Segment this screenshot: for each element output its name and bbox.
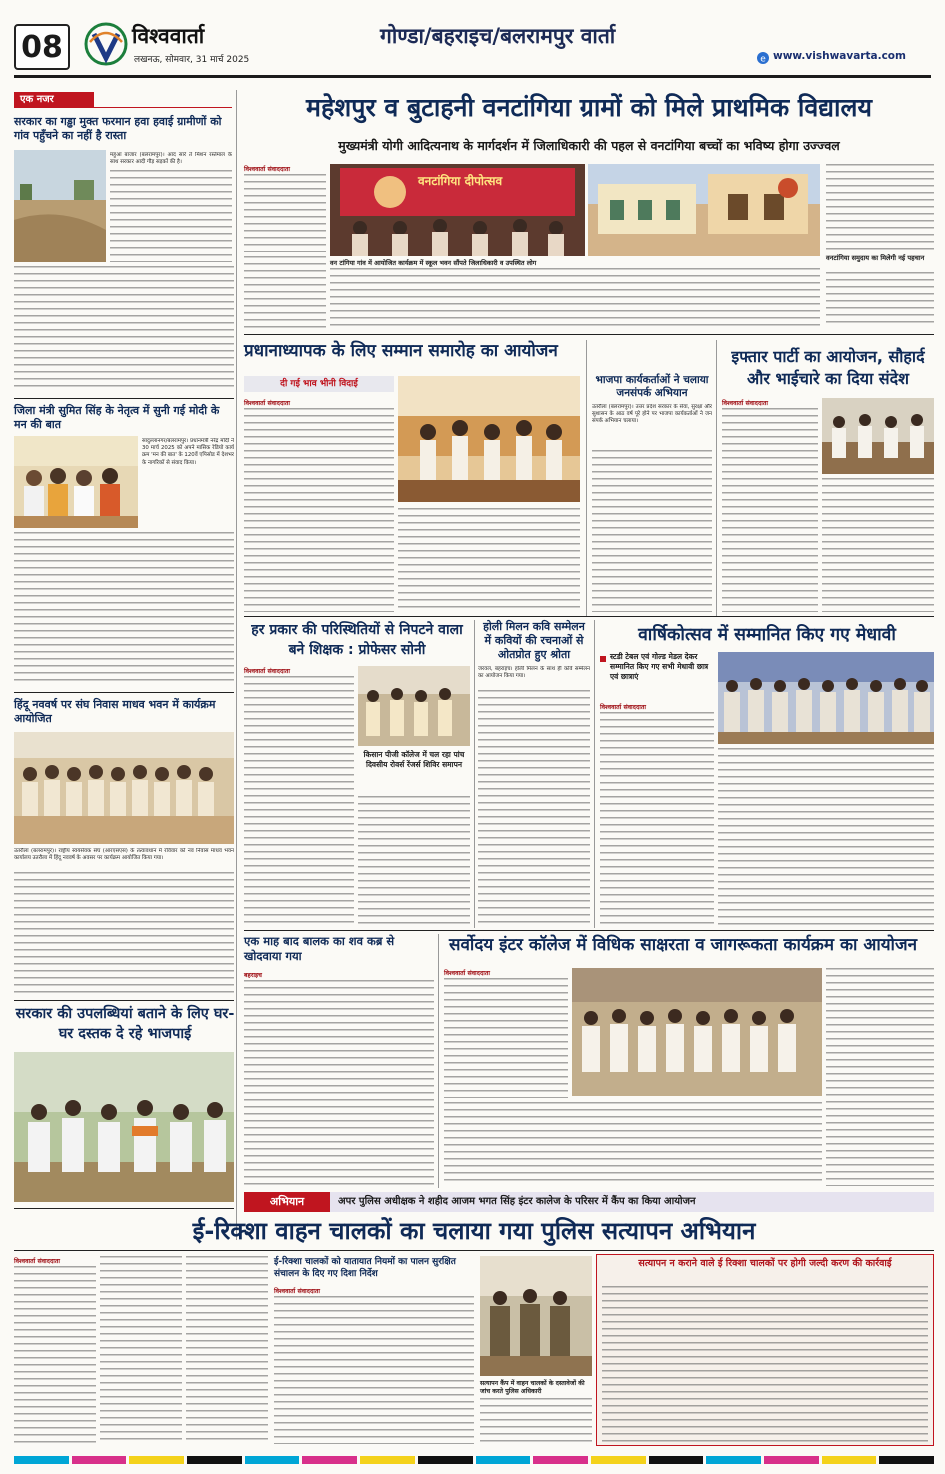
school-building-photo xyxy=(588,164,820,256)
holi-headline: होली मिलन कवि सम्मेलन में कवियों की रचनाओं से ओतप्रोत हुए श्रोता xyxy=(483,620,585,661)
principal-byline: विश्ववार्ता संवाददाता xyxy=(244,400,290,407)
paper-logo-icon xyxy=(84,22,128,66)
abhiyan-photo-caption: सत्यापन कैंप में वाहन चालकों के दस्तावेजों की जांच करते पुलिस अधिकारी xyxy=(480,1380,585,1395)
legal-literacy-photo xyxy=(572,968,822,1096)
road-photo xyxy=(14,150,106,262)
column-divider xyxy=(236,90,237,1240)
iftar-photo xyxy=(822,398,934,474)
abhiyan-byline-mid: विश्ववार्ता संवाददाता xyxy=(274,1288,320,1295)
section-label: एक नजर xyxy=(14,92,94,108)
teacher-headline: हर प्रकार की परिस्थितियों से निपटने वाला बने शिक्षक : प्रोफेसर सोनी xyxy=(251,622,463,658)
boy-byline: बहराइच xyxy=(244,972,262,979)
lead-headline: महेशपुर व बुटाहनी वनटांगिया ग्रामों को मिले प्राथमिक विद्यालय xyxy=(306,93,872,122)
photo-banner-text: वनटांगिया दीपोत्सव xyxy=(418,174,503,188)
masthead xyxy=(0,0,945,78)
teacher-byline: विश्ववार्ता संवाददाता xyxy=(244,668,290,675)
abhiyan-headline: ई-रिक्शा वाहन चालकों का चलाया गया पुलिस सत्यापन अभियान xyxy=(192,1217,756,1245)
sidebar-lead-1: महुआ बाजार (बलरामपुर)। आद सारे ते मिशन रस्तेमाल के साथ सरकार आदी गौड़ सड़कों की है। xyxy=(110,152,232,166)
print-color-bar xyxy=(14,1456,934,1464)
holi-lead: जरवल, बहराइच। होली मिलन के साथ ही कवि सम्मेलन का आयोजन किया गया। xyxy=(478,666,590,680)
farewell-photo xyxy=(398,376,580,502)
iftar-byline: विश्ववार्ता संवाददाता xyxy=(722,400,768,407)
rovers-camp-photo xyxy=(358,666,470,746)
sidebar-headline-2: जिला मंत्री सुमित सिंह के नेतृत्व में सुनी गई मोदी के मन की बात xyxy=(14,404,220,431)
lead-byline: विश्ववार्ता संवाददाता xyxy=(244,166,290,173)
vantangia-event-photo xyxy=(330,164,585,256)
sidebar-lead-2: सादुल्लानगर/बलरामपुर। प्रधानमंत्री नरेंद्र मोदी ने 30 मार्च 2025 को अपने मासिक रेडियो कार्यक्रम 'मन की बात' के 120वें एपिसोड में देशभर के नागरिकों से संवाद किया। xyxy=(142,438,234,466)
bullet-icon xyxy=(600,656,606,662)
principal-subhead: दी गई भाव भीनी विदाई xyxy=(244,376,394,392)
iftar-headline: इफ्तार पार्टी का आयोजन, सौहार्द और भाईचारे का दिया संदेश xyxy=(731,347,925,388)
lead-photo-caption: वन टांगिया गांव में आयोजित कार्यक्रम में स्कूल भवन सौंपते जिलाधिकारी व उपस्थित लोग xyxy=(330,259,537,267)
boy-headline: एक माह बाद बालक का शव कब्र से खोदवाया गया xyxy=(244,934,395,963)
sidebar-headline-1: सरकार का गड्ढा मुक्त फरमान हवा हवाई ग्रामीणों को गांव पहुँचने का नहीं है रास्ता xyxy=(14,115,222,142)
rss-event-photo xyxy=(14,732,234,844)
dateline: लखनऊ, सोमवार, 31 मार्च 2025 xyxy=(134,55,250,65)
sarvoday-headline: सर्वोदय इंटर कॉलेज में विधिक साक्षरता व जागरूकता कार्यक्रम का आयोजन xyxy=(448,935,918,955)
lead-subhead: मुख्यमंत्री योगी आदित्यनाथ के मार्गदर्शन में जिलाधिकारी की पहल से वनटांगिया बच्चों का भविष्य होगा उज्ज्वल xyxy=(338,138,840,153)
edition-title: गोण्डा/बहराइच/बलरामपुर वार्ता xyxy=(380,24,616,48)
sarvoday-byline: विश्ववार्ता संवाददाता xyxy=(444,970,490,977)
annual-headline: वार्षिकोत्सव में सम्मानित किए गए मेधावी xyxy=(638,625,896,645)
bjp-headline: भाजपा कार्यकर्ताओं ने चलाया जनसंपर्क अभियान xyxy=(595,374,709,399)
abhiyan-kicker: अपर पुलिस अधीक्षक ने शहीद आजम भगत सिंह इंटर कालेज के परिसर में कैंप का किया आयोजन xyxy=(338,1196,696,1207)
page-number: 08 xyxy=(14,24,70,70)
abhiyan-byline-left: विश्ववार्ता संवाददाता xyxy=(14,1258,60,1265)
annual-bullet: स्टडी टेबल एवं गोल्ड मेडल देकर सम्मानित किए गए सभी मेधावी छात्र एवं छात्राएं xyxy=(610,652,709,681)
sidebar-lead-3: उतरौला (बलरामपुर)। राष्ट्रीय स्वयंसेवक संघ (आरएसएस) के तत्वावधान में रविवार को नव निवास माधव भवन कार्यालय उतरौला में हिंदू नववर्ष के अवसर पर कार्यक्रम आयोजित किया गया। xyxy=(14,848,234,862)
mann-ki-baat-photo xyxy=(14,436,138,528)
annual-byline: विश्ववार्ता संवाददाता xyxy=(600,704,646,711)
lead-kicker: वनटांगिया समुदाय का मिलेगी नई पहचान xyxy=(826,254,925,262)
globe-icon xyxy=(756,50,770,64)
masthead-rule xyxy=(14,75,931,78)
website: www.vishwavarta.com xyxy=(773,50,906,62)
abhiyan-subhead: ई-रिक्शा चालकों को यातायात नियमों का पालन सुरक्षित संचालन के दिए गए दिशा निर्देश xyxy=(274,1257,456,1279)
svg-text:e: e xyxy=(760,54,766,65)
sidebar-headline-4: सरकार की उपलब्धियां बताने के लिए घर-घर दस्तक दे रहे भाजपाई xyxy=(15,1006,235,1042)
sidebar-headline-3: हिंदू नववर्ष पर संघ निवास माधव भवन में कार्यक्रम आयोजित xyxy=(14,698,216,725)
paper-name: विश्ववार्ता xyxy=(132,24,205,48)
bjp-lead: उतरौला (बलरामपुर)। उत्तर प्रदेश सरकार के सेवा, सुरक्षा और सुशासन के आठ वर्ष पूरे होने पर भाजपा कार्यकर्ताओं ने जनसंपर्क अभियान चलाया। xyxy=(592,404,712,425)
teacher-photo-caption: किसान पीजी कॉलेज में चल रहा पांच दिवसीय रोवर्स रेंजर्स शिविर समापन xyxy=(363,750,465,769)
verification-box-headline: सत्यापन न कराने वाले ई रिक्शा चालकों पर होगी जल्दी करण की कार्रवाई xyxy=(638,1258,892,1269)
bjp-door-to-door-photo xyxy=(14,1052,234,1202)
annual-function-photo xyxy=(718,652,934,744)
abhiyan-label: अभियान xyxy=(244,1192,330,1212)
erickshaw-verification-photo xyxy=(480,1256,592,1376)
principal-headline: प्रधानाध्यापक के लिए सम्मान समारोह का आयोजन xyxy=(244,341,558,361)
